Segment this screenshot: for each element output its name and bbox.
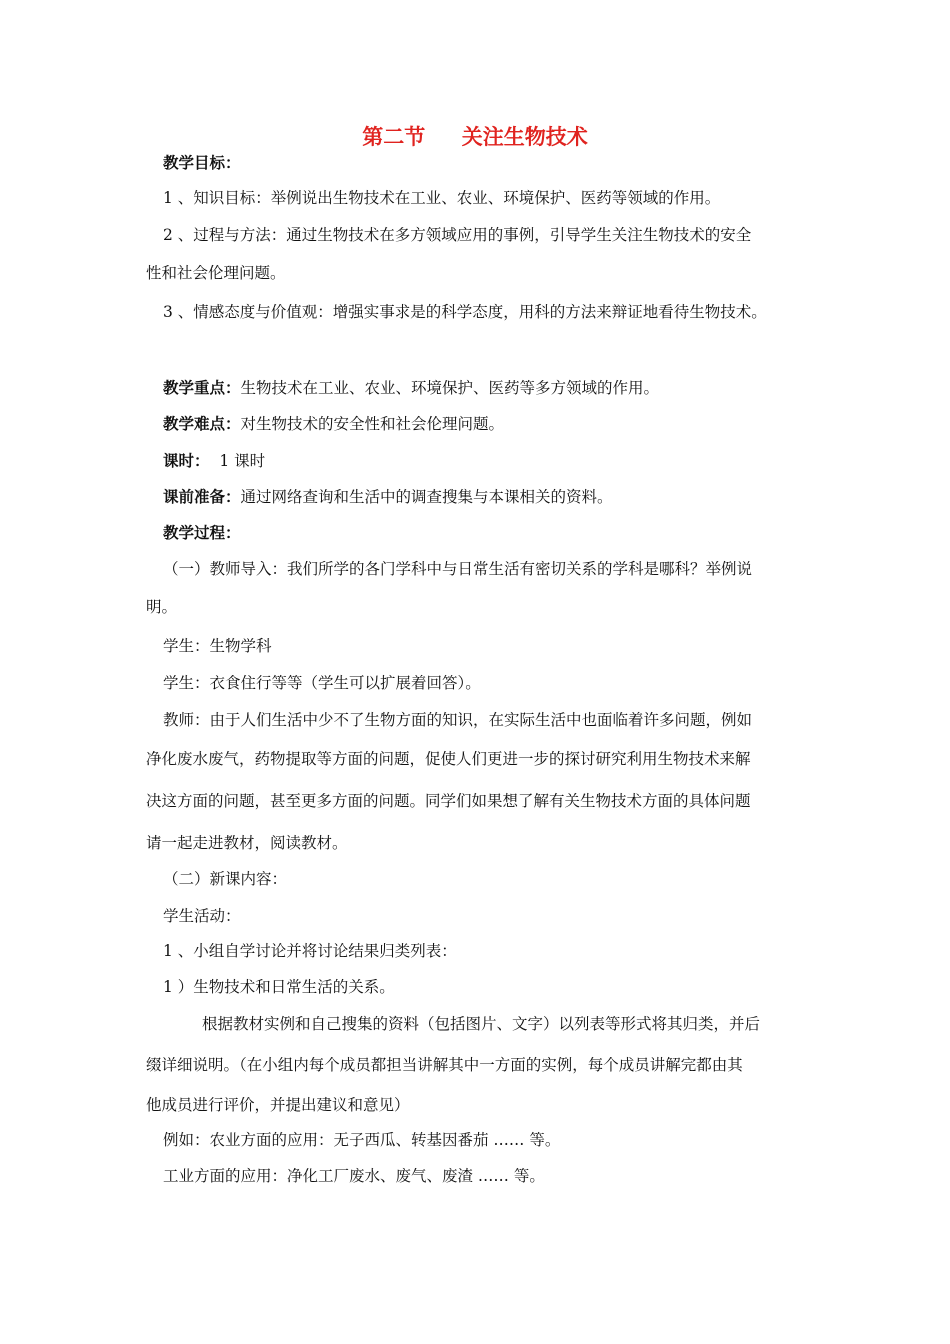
student-activity: 学生活动： (163, 907, 241, 925)
difficulty (163, 414, 504, 434)
intro-line1: （一）教师导入：我们所学的各门学科中与日常生活有密切关系的学科是哪科？举例说 (163, 560, 753, 578)
objective-knowledge: 1 、知识目标：举例说出生物技术在工业、农业、环境保护、医药等领域的作用。 (163, 189, 721, 207)
preparation-label: 课前准备： (163, 488, 241, 506)
paragraph-line3: 他成员进行评价，并提出建议和意见） (146, 1096, 410, 1114)
key-point (163, 378, 659, 398)
page-title: 第二节 关注生物技术 (362, 125, 588, 149)
objective-attitude: 3 、情感态度与价值观：增强实事求是的科学态度，用科的方法来辩证地看待生物技术。 (163, 303, 767, 321)
intro-line2: 明。 (146, 598, 178, 616)
objective-process-line2: 性和社会伦理问题。 (146, 264, 286, 282)
objective-process-line1: 2 、过程与方法：通过生物技术在多方领域应用的事例，引导学生关注生物技术的安全 (163, 226, 752, 244)
difficulty-text: 对生物技术的安全性和社会伦理问题。 (240, 415, 505, 433)
difficulty-label: 教学难点： (163, 415, 241, 433)
class-hours-text: 1 课时 (209, 452, 266, 470)
process-heading: 教学过程： (163, 524, 241, 542)
class-hours-label: 课时： (163, 452, 210, 470)
paragraph-line2: 缀详细说明。（在小组内每个成员都担当讲解其中一方面的实例，每个成员讲解完都由其 (146, 1056, 743, 1074)
key-point-text: 生物技术在工业、农业、环境保护、医药等多方领域的作用。 (240, 379, 660, 397)
activity-subitem-1: 1 ）生物技术和日常生活的关系。 (163, 978, 395, 996)
example-agriculture: 例如：农业方面的应用：无子西瓜、转基因番茄 …… 等。 (163, 1131, 561, 1149)
student-answer-2: 学生：衣食住行等等（学生可以扩展着回答）。 (163, 674, 481, 692)
paragraph-line1: 根据教材实例和自己搜集的资料（包括图片、文字）以列表等形式将其归类，并后 (202, 1015, 761, 1033)
student-answer-1: 学生：生物学科 (163, 637, 272, 655)
teacher-line3: 决这方面的问题，甚至更多方面的问题。同学们如果想了解有关生物技术方面的具体问题 (146, 792, 751, 810)
example-industry: 工业方面的应用：净化工厂废水、废气、废渣 …… 等。 (163, 1167, 545, 1185)
preparation (163, 487, 613, 507)
preparation-text: 通过网络查询和生活中的调查搜集与本课相关的资料。 (240, 488, 613, 506)
class-hours (163, 451, 265, 471)
teacher-line1: 教师：由于人们生活中少不了生物方面的知识，在实际生活中也面临着许多问题，例如 (163, 711, 753, 729)
teacher-line2: 净化废水废气，药物提取等方面的问题，促使人们更进一步的探讨研究利用生物技术来解 (146, 750, 751, 768)
teacher-line4: 请一起走进教材，阅读教材。 (146, 834, 348, 852)
key-point-label: 教学重点： (163, 379, 241, 397)
objectives-heading: 教学目标： (163, 154, 241, 172)
new-content-heading: （二）新课内容： (163, 870, 288, 888)
activity-item-1: 1 、小组自学讨论并将讨论结果归类列表： (163, 942, 457, 960)
